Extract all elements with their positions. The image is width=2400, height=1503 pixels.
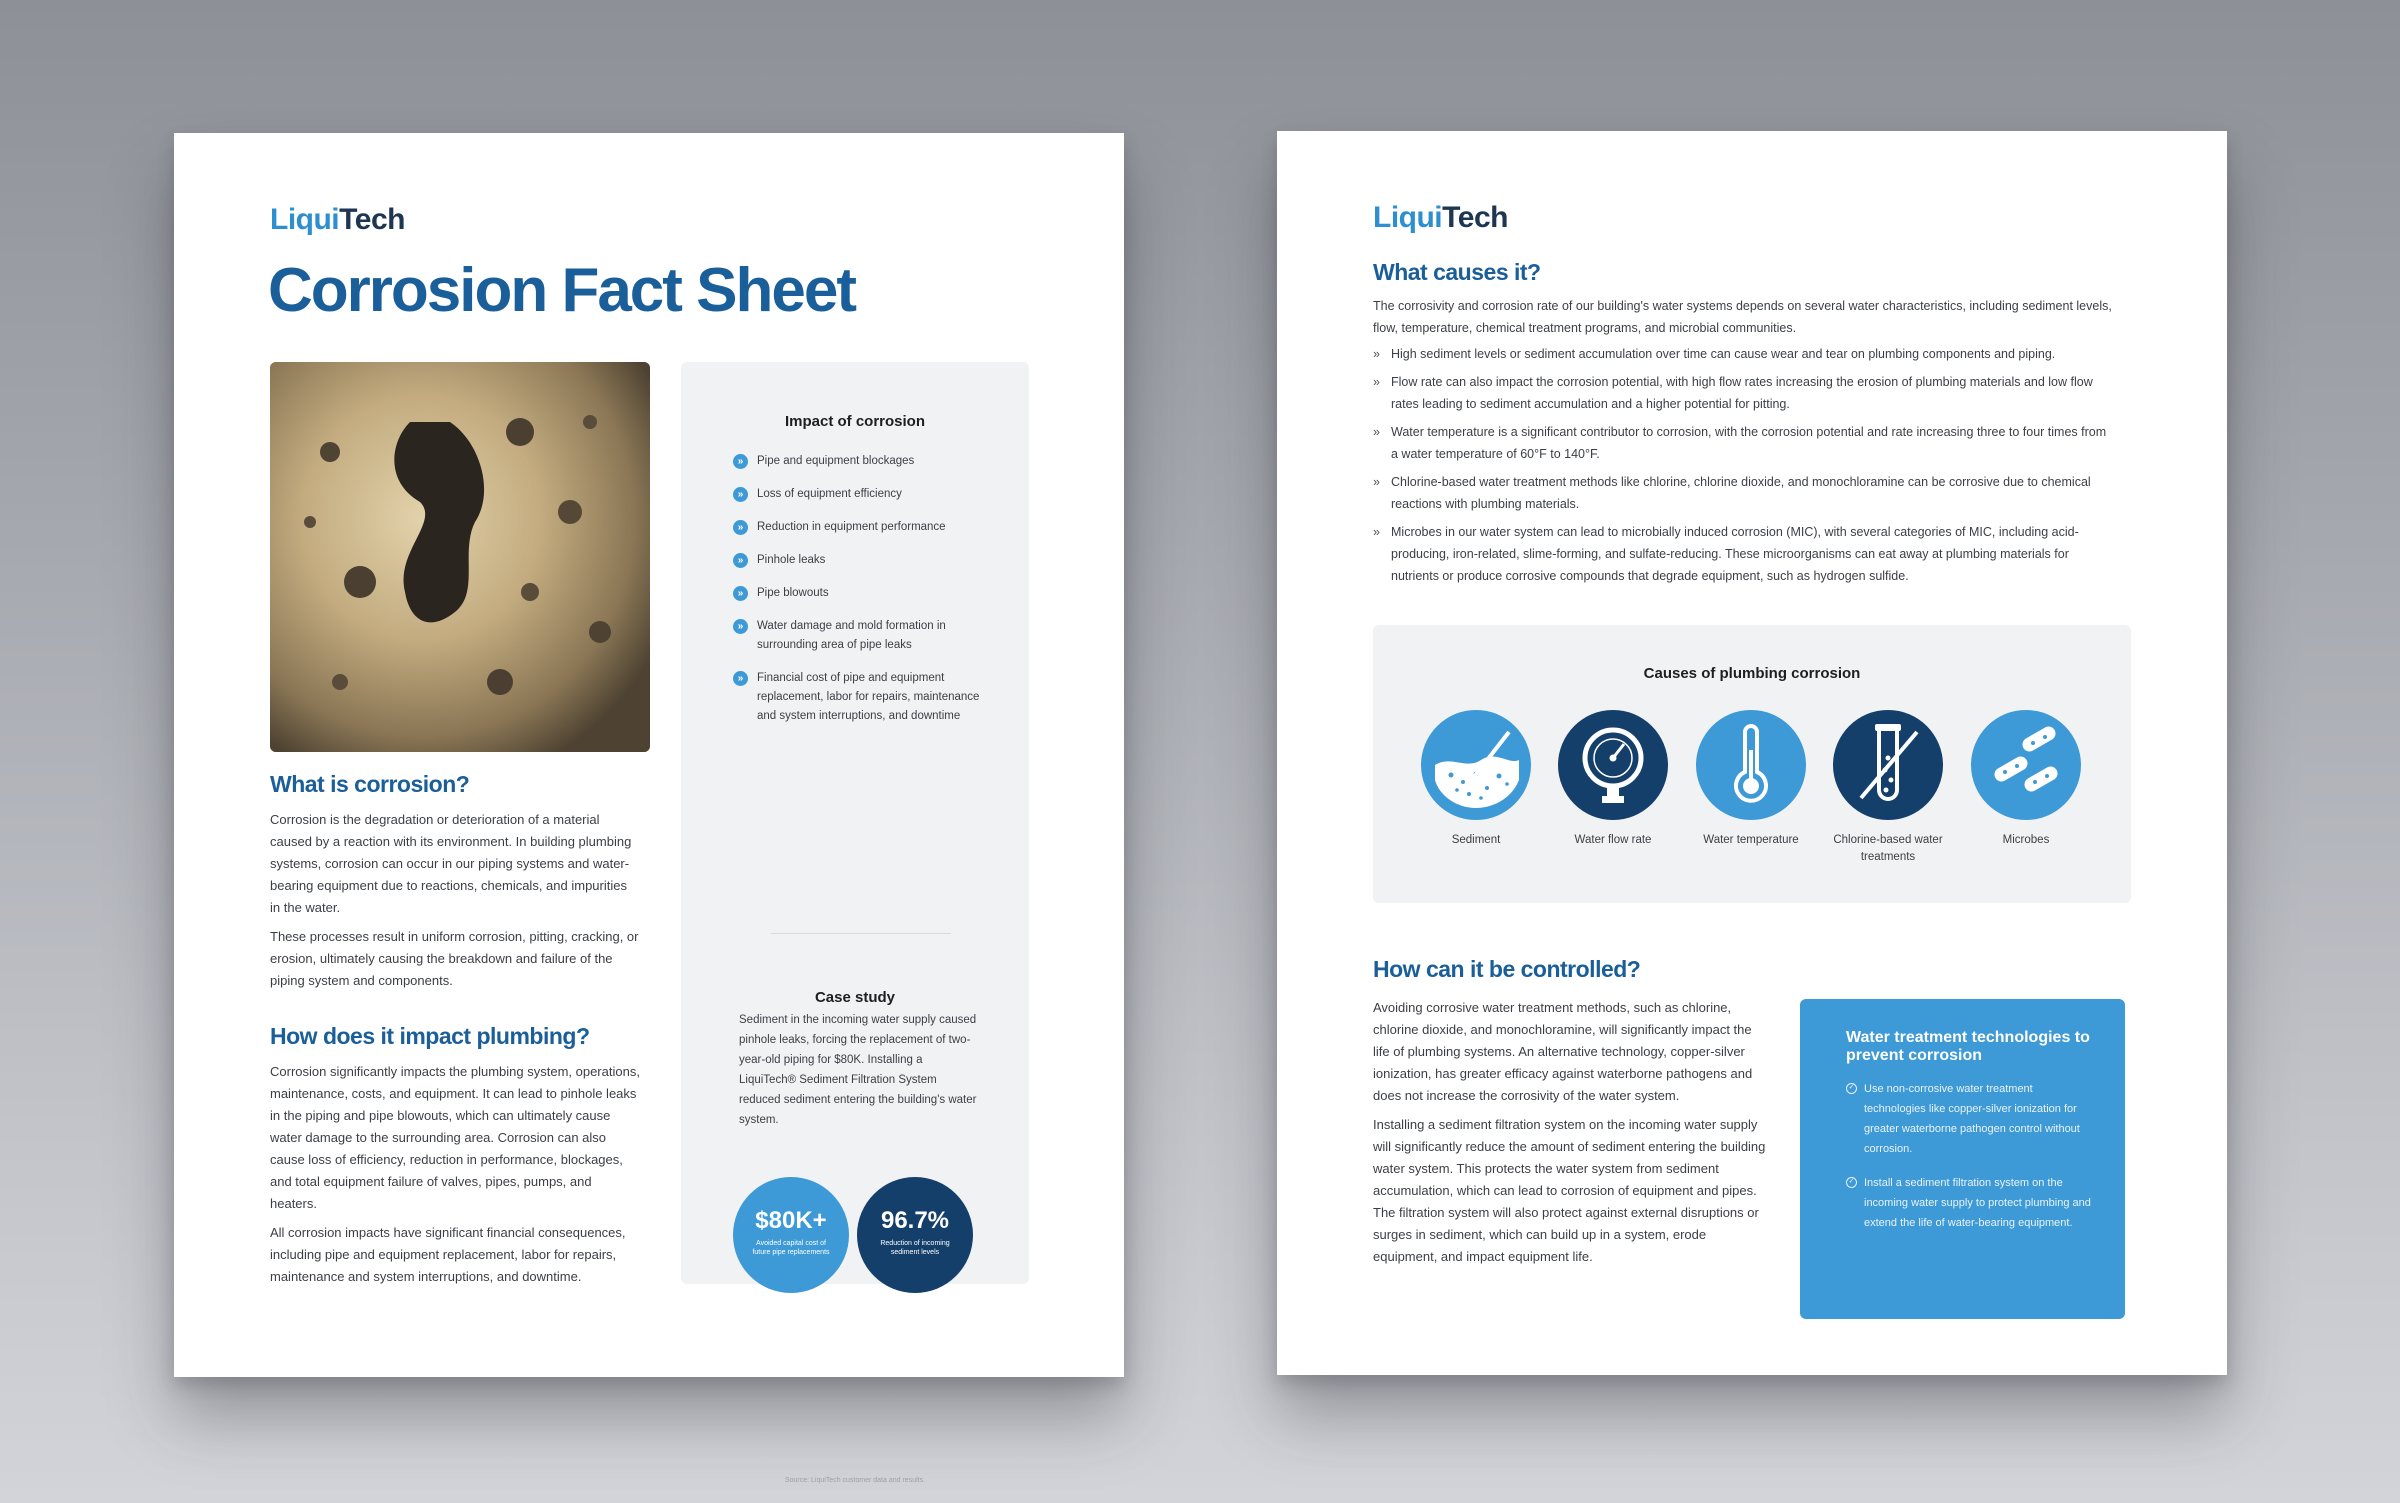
list-item-text: Reduction in equipment performance [757,521,946,533]
list-item-text: Install a sediment filtration system on the incoming water supply to protect plumbing and extend the life of water-bearing equipment. [1864,1177,2091,1229]
list-item-text: Water damage and mold formation in surrounding area of pipe leaks [757,620,946,651]
brand-logo [1373,201,1508,235]
corroded-pipe-photo [270,362,650,752]
list-item [733,452,983,471]
technologies-callout [1800,999,2125,1319]
cause-label: Microbes [2002,834,2050,846]
fact-sheet-page-1 [174,133,1124,1484]
paragraph: Corrosion significantly impacts the plumbing system, operations, maintenance, costs, and equipment. It can lead to pinhole leaks in the piping and pipe blowouts, which can ultimately cause water damage to the surrounding area. Corrosion can also cause loss of efficiency, reduction in performance, blockages, and total equipment failure of valves, pipes, pumps, and heaters. [270,1064,640,1211]
paragraph: Avoiding corrosive water treatment methods, such as chlorine, chlorine dioxide, and monochloramine, will significantly impact the life of plumbing systems. An alternative technology, copper-silver ionization, has greater efficacy against waterborne pathogens and does not increase the corrosivity of the water system. [1373,1000,1753,1103]
list-item [733,485,983,504]
double-chevron-icon: » [733,671,748,686]
stat-label: Reduction of incoming sediment levels [880,1240,950,1256]
list-item [733,669,983,726]
logo-text-tech: Tech [339,203,405,236]
causes-box-title: Causes of plumbing corrosion [1643,665,1861,682]
source-note: Source: LiquiTech customer data and results. [784,1477,926,1484]
fact-sheet-page-2 [1277,131,2227,1375]
check-circle-icon: ✓ [1846,1177,1857,1188]
cause-water-flow-rate [1548,710,1678,849]
case-study-title: Case study [814,989,896,1006]
pressure-gauge-icon [1558,710,1668,820]
list-item: » High sediment levels or sediment accumulation over time can cause wear and tear on plumbing components and piping. [1373,343,2113,365]
logo-text-liqui: Liqui [1373,201,1443,234]
paragraph: Corrosion is the degradation or deterioration of a material caused by a reaction with its environment. In building plumbing systems, corrosion can occur in our piping systems and water-bearing equipment due to reactions, chemicals, and impurities in the water. [270,812,632,915]
list-item [733,518,983,537]
stat-circle-savings [733,1177,849,1293]
list-item [1846,1079,2091,1159]
cause-label: Sediment [1451,834,1501,846]
what-is-corrosion-text [270,809,640,999]
stat-value: $80K+ [755,1207,827,1234]
paragraph: Installing a sediment filtration system on the incoming water supply will significantly reduce the amount of sediment entering the building water system. This protects the water system from sediment accumulation, which can lead to corrosion of equipment and pipes. The filtration system will also protect against external disruptions or surges in sediment, which can build up in a system, erode equipment, and impact equipment life. [1373,1117,1766,1264]
double-chevron-icon: » [733,553,748,568]
double-chevron-icon: » [733,586,748,601]
check-circle-icon: ✓ [1846,1083,1857,1094]
cause-label: Water flow rate [1574,834,1652,846]
list-item [733,617,983,655]
causes-intro: The corrosivity and corrosion rate of our building's water systems depends on several water characteristics, including sediment levels, flow, temperature, chemical treatment programs, and microbial communities. [1373,299,2112,335]
control-text [1373,997,1768,1275]
list-item-text: Pinhole leaks [757,554,826,566]
callout-list [1846,1079,2091,1247]
how-controlled-heading: How can it be controlled? [1373,956,1641,982]
double-chevron-icon: » [733,619,748,634]
list-item-text: Use non-corrosive water treatment technologies like copper-silver ionization for greater waterborne pathogen control without corrosion. [1864,1083,2080,1155]
double-chevron-icon: » [733,520,748,535]
impact-list [733,452,983,740]
list-item: » Microbes in our water system can lead to microbially induced corrosion (MIC), with several categories of MIC, including acid-producing, iron-related, slime-forming, and sulfate-reducing. These microorganisms can eat away at plumbing materials for nutrients or produce corrosive compounds that degrade equipment, such as hydrogen sulfide. [1373,521,2113,587]
brand-logo [270,203,405,237]
list-item [733,551,983,570]
stat-circle-reduction [857,1177,973,1293]
paragraph: All corrosion impacts have significant financial consequences, including pipe and equipment replacement, labor for repairs, maintenance and system interruptions, and downtime. [270,1225,626,1284]
cause-label: Chlorine-based water treatments [1833,834,1943,863]
list-item: » Flow rate can also impact the corrosion potential, with high flow rates increasing the erosion of plumbing materials and low flow rates leading to sediment accumulation and a higher potential for pitting. [1373,371,2113,415]
double-chevron-icon: » [733,454,748,469]
case-study-text: Sediment in the incoming water supply caused pinhole leaks, forcing the replacement of two-year-old piping for $80K. Installing a LiquiTech® Sediment Filtration System reduced sediment entering the building's water system. [739,1014,977,1126]
page-title: Corrosion Fact Sheet [268,256,855,325]
list-item: » Water temperature is a significant contributor to corrosion, with the corrosion potential and rate increasing three to four times from a water temperature of 60°F to 140°F. [1373,421,2113,465]
list-item-text: Pipe and equipment blockages [757,455,915,467]
list-item-text: Loss of equipment efficiency [757,488,902,500]
impact-panel-title: Impact of corrosion [784,413,926,430]
list-item [733,584,983,603]
causes-icons-box [1373,625,2131,903]
list-item [1846,1173,2091,1233]
impact-sidebar-panel [681,362,1029,1484]
causes-list [1373,343,2113,593]
cause-water-temperature [1686,710,1816,849]
list-item-text: Financial cost of pipe and equipment replacement, labor for repairs, maintenance and system interruptions, and downtime [757,672,980,722]
double-chevron-icon: » [733,487,748,502]
what-is-corrosion-heading: What is corrosion? [270,771,470,797]
panel-divider [771,933,951,934]
test-tube-icon [1833,710,1943,820]
stat-label: Avoided capital cost of future pipe replacements [752,1240,830,1256]
microbes-icon [1971,710,2081,820]
callout-title: Water treatment technologies to prevent corrosion [1846,1029,2090,1064]
cause-label: Water temperature [1703,834,1799,846]
thermometer-icon [1696,710,1806,820]
cause-chlorine-treatments [1823,710,1953,866]
impact-plumbing-heading: How does it impact plumbing? [270,1023,590,1049]
impact-plumbing-text [270,1061,640,1295]
cause-sediment [1411,710,1541,849]
logo-text-tech: Tech [1442,201,1508,234]
what-causes-heading: What causes it? [1373,259,1541,285]
stat-value: 96.7% [880,1207,950,1234]
paragraph: These processes result in uniform corrosion, pitting, cracking, or erosion, ultimately causing the breakdown and failure of the piping system and components. [270,929,639,988]
logo-text-liqui: Liqui [270,203,340,236]
list-item-text: Pipe blowouts [757,587,829,599]
list-item: » Chlorine-based water treatment methods like chlorine, chlorine dioxide, and monochloramine can be corrosive due to chemical reactions with plumbing materials. [1373,471,2113,515]
sediment-icon [1421,710,1531,820]
cause-microbes [1961,710,2091,849]
